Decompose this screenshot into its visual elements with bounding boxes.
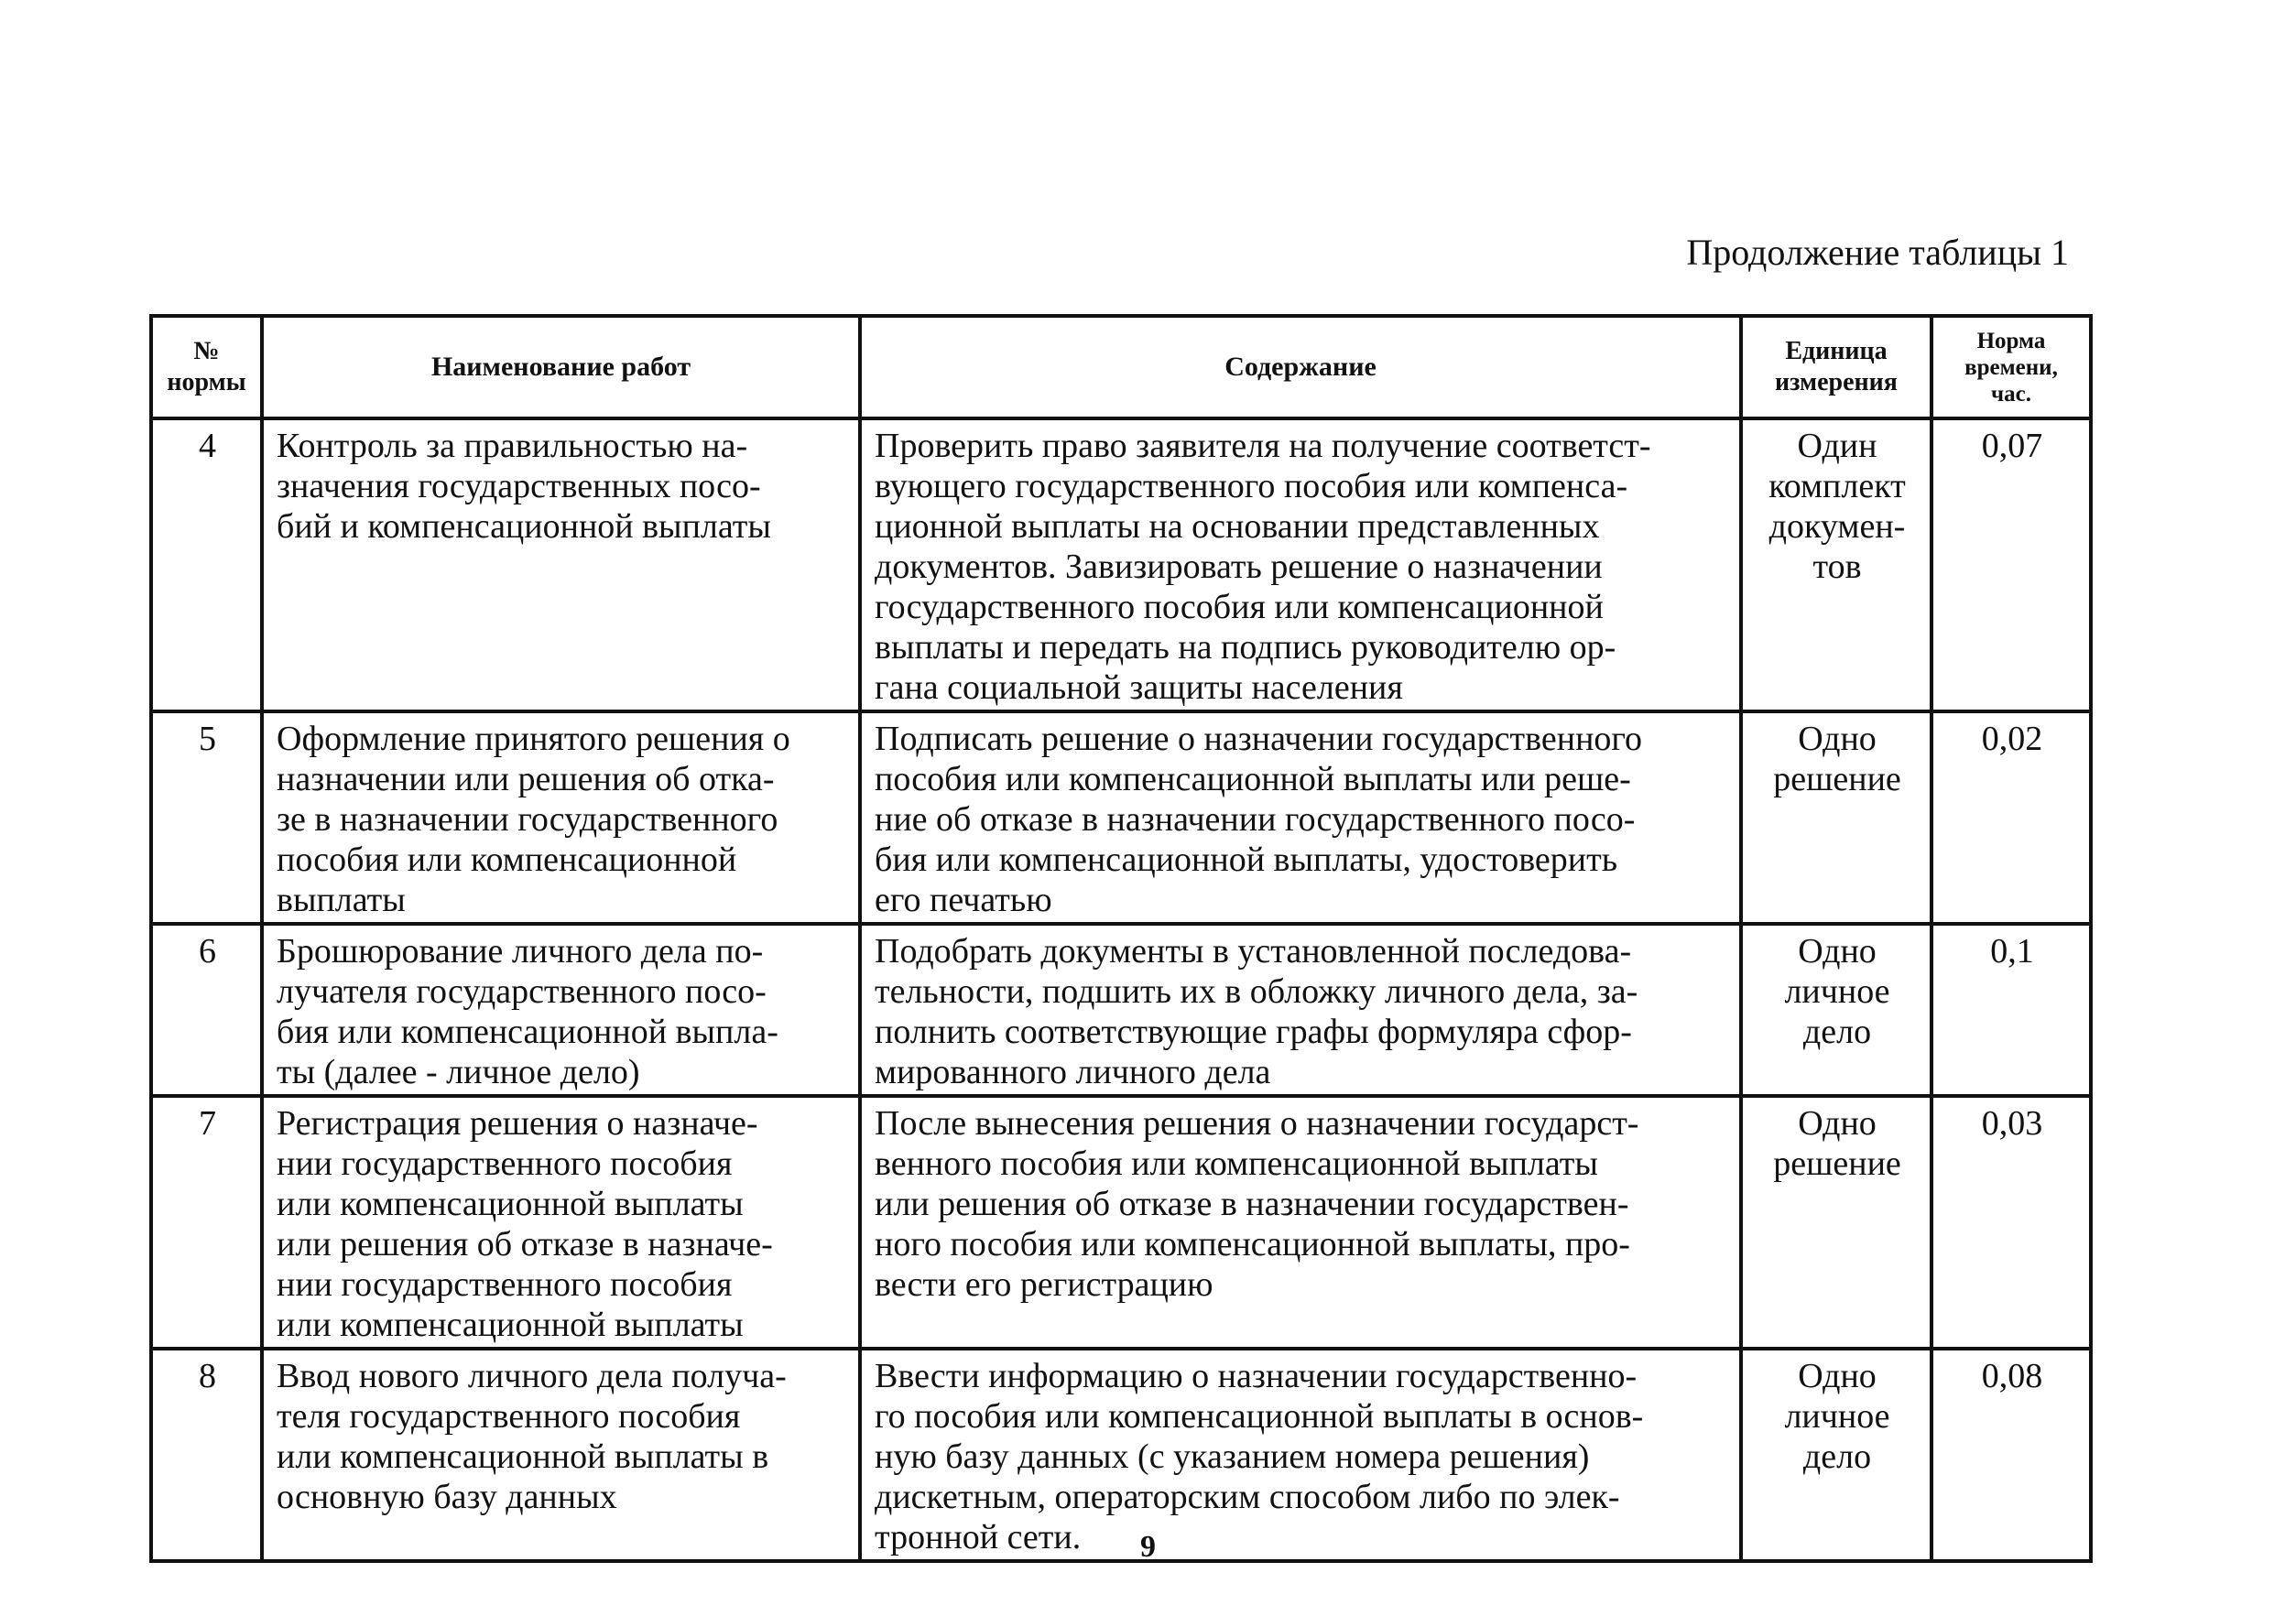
work-name-cell: Оформление принятого решения о назначении или решения об отка- зе в назначении государственного пособия или компенсационной выплаты xyxy=(262,711,860,924)
work-name-cell: Контроль за правильностью на- значения государственных посо- бий и компенсационной выплаты xyxy=(262,418,860,711)
header-norm-number: № нормы xyxy=(151,316,262,418)
unit-cell: Одно личное дело xyxy=(1741,924,1931,1096)
norm-number-cell: 6 xyxy=(151,924,262,1096)
norm-number-cell: 7 xyxy=(151,1096,262,1349)
content-cell: Подобрать документы в установленной последова- тельности, подшить их в обложку личного дела, за- полнить соответствующие графы формуляра сфор- мированного личного дела xyxy=(860,924,1741,1096)
unit-cell: Одно решение xyxy=(1741,711,1931,924)
norm-number-cell: 5 xyxy=(151,711,262,924)
work-name-cell: Брошюрование личного дела по- лучателя государственного посо- бия или компенсационной выпла- ты (далее - личное дело) xyxy=(262,924,860,1096)
content-cell: Проверить право заявителя на получение соответст- вующего государственного пособия или компенса- ционной выплаты на основании представленных документов. Завизировать решение о назначении государственного пособия или компенсационной выплаты и передать на подпись руководителю ор- гана социальной защиты населения xyxy=(860,418,1741,711)
header-content: Содержание xyxy=(860,316,1741,418)
content-cell: Ввести информацию о назначении государственно- го пособия или компенсационной выплаты в основ- ную базу данных (с указанием номера решения) дискетным, операторским способом либо по элек- тронной сети. xyxy=(860,1349,1741,1561)
table-row xyxy=(151,1096,2091,1349)
content-cell: Подписать решение о назначении государственного пособия или компенсационной выплаты или реше- ние об отказе в назначении государственного посо- бия или компенсационной выплаты, удостоверить его печатью xyxy=(860,711,1741,924)
time-norm-cell: 0,08 xyxy=(1931,1349,2091,1561)
unit-cell: Один комплект докумен- тов xyxy=(1741,418,1931,711)
header-unit: Единица измерения xyxy=(1741,316,1931,418)
header-work-name: Наименование работ xyxy=(262,316,860,418)
table-row xyxy=(151,924,2091,1096)
content-cell: После вынесения решения о назначении государст- венного пособия или компенсационной выплаты или решения об отказе в назначении государствен- ного пособия или компенсационной выплаты, про- вести его регистрацию xyxy=(860,1096,1741,1349)
table-continuation-caption: Продолжение таблицы 1 xyxy=(1686,232,2069,273)
time-norm-cell: 0,02 xyxy=(1931,711,2091,924)
norm-number-cell: 4 xyxy=(151,418,262,711)
norms-table xyxy=(149,314,2093,1563)
page-number: 9 xyxy=(1140,1530,1156,1564)
table-row xyxy=(151,418,2091,711)
work-name-cell: Регистрация решения о назначе- нии государственного пособия или компенсационной выплаты или решения об отказе в назначе- нии государственного пособия или компенсационной выплаты xyxy=(262,1096,860,1349)
norm-number-cell: 8 xyxy=(151,1349,262,1561)
time-norm-cell: 0,07 xyxy=(1931,418,2091,711)
unit-cell: Одно личное дело xyxy=(1741,1349,1931,1561)
table-header-row xyxy=(151,316,2091,418)
table-row xyxy=(151,711,2091,924)
unit-cell: Одно решение xyxy=(1741,1096,1931,1349)
time-norm-cell: 0,03 xyxy=(1931,1096,2091,1349)
time-norm-cell: 0,1 xyxy=(1931,924,2091,1096)
header-time-norm: Норма времени, час. xyxy=(1931,316,2091,418)
work-name-cell: Ввод нового личного дела получа- теля государственного пособия или компенсационной выплаты в основную базу данных xyxy=(262,1349,860,1561)
